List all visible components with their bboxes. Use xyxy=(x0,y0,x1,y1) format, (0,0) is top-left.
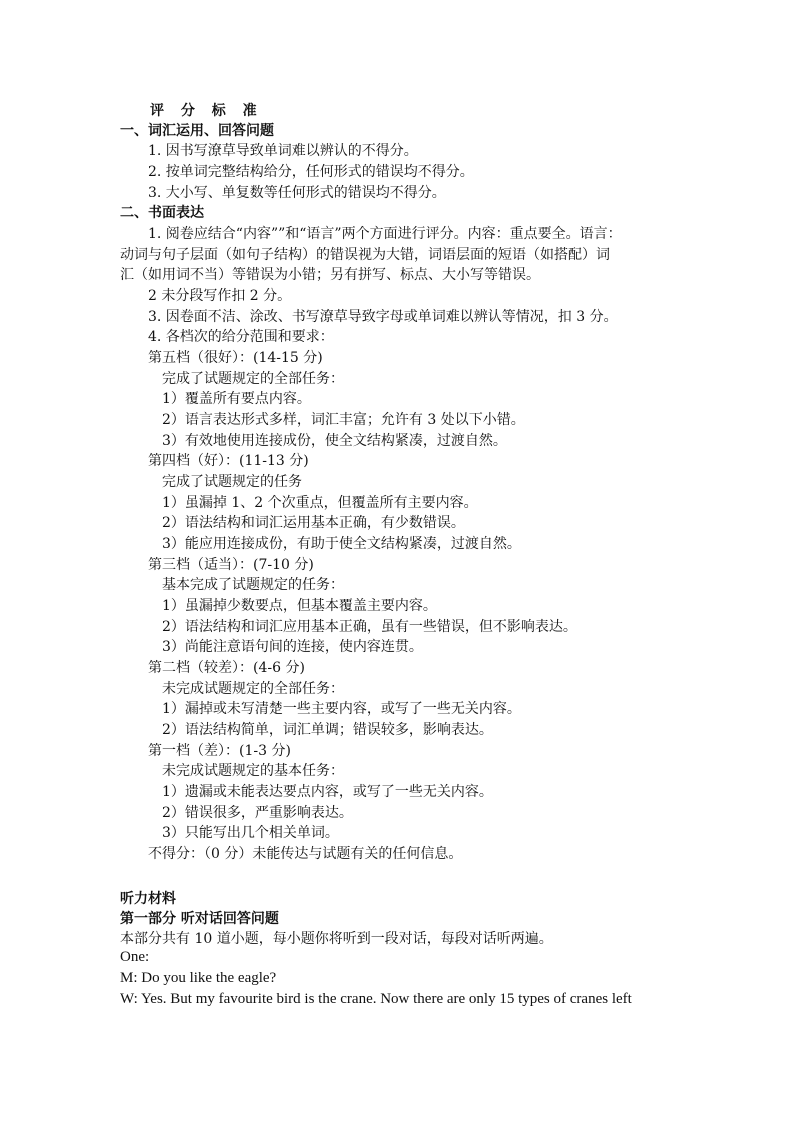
level2-item-2: 2）语法结构简单，词汇单调；错误较多，影响表达。 xyxy=(162,722,493,738)
s1-rule-2: 2. 按单词完整结构给分，任何形式的错误均不得分。 xyxy=(148,164,474,180)
level3-label: 第三档（适当）：(7-10 分) xyxy=(148,557,314,573)
level2-requirement: 未完成试题规定的全部任务： xyxy=(162,681,344,697)
level4-item-2: 2）语法结构和词汇运用基本正确，有少数错误。 xyxy=(162,515,465,531)
dialogue-one-label: One: xyxy=(120,949,150,965)
level1-label: 第一档（差）：(1-3 分) xyxy=(148,743,291,759)
s2-para1-line1: 1. 阅卷应结合“内容””和“语言”两个方面进行评分。内容：重点要全。语言： xyxy=(148,226,622,242)
level1-requirement: 未完成试题规定的基本任务： xyxy=(162,763,344,779)
level3-requirement: 基本完成了试题规定的任务： xyxy=(162,577,344,593)
s2-para3: 3. 因卷面不洁、涂改、书写潦草导致字母或单词难以辨认等情况，扣 3 分。 xyxy=(148,309,618,325)
level4-requirement: 完成了试题规定的任务 xyxy=(162,474,302,490)
s2-para2: 2 未分段写作扣 2 分。 xyxy=(148,288,292,304)
level1-item-3: 3）只能写出几个相关单词。 xyxy=(162,825,339,841)
level3-item-3: 3）尚能注意语句间的连接，使内容连贯。 xyxy=(162,639,423,655)
level5-item-1: 1）覆盖所有要点内容。 xyxy=(162,391,311,407)
level2-item-1: 1）漏掉或未写清楚一些主要内容，或写了一些无关内容。 xyxy=(162,701,521,717)
s2-para1-line2: 动词与句子层面（如句子结构）的错误视为大错，词语层面的短语（如搭配）词 xyxy=(120,247,610,263)
level1-item-2: 2）错误很多，严重影响表达。 xyxy=(162,805,353,821)
part1-intro: 本部分共有 10 道小题，每小题你将听到一段对话，每段对话听两遍。 xyxy=(120,931,553,947)
grading-title: 评 分 标 准 xyxy=(150,103,263,119)
s1-rule-1: 1. 因书写潦草导致单词难以辨认的不得分。 xyxy=(148,143,418,159)
level1-item-1: 1）遗漏或未能表达要点内容，或写了一些无关内容。 xyxy=(162,784,493,800)
level5-item-2: 2）语言表达形式多样，词汇丰富；允许有 3 处以下小错。 xyxy=(162,412,525,428)
level5-requirement: 完成了试题规定的全部任务： xyxy=(162,371,344,387)
level2-label: 第二档（较差）：(4-6 分) xyxy=(148,660,305,676)
level4-item-3: 3）能应用连接成份，有助于使全文结构紧凑，过渡自然。 xyxy=(162,536,521,552)
level4-label: 第四档（好）：(11-13 分) xyxy=(148,453,309,469)
level4-item-1: 1）虽漏掉 1、2 个次重点，但覆盖所有主要内容。 xyxy=(162,495,478,511)
dialogue-one-w: W: Yes. But my favourite bird is the crane. Now there are only 15 types of cranes left xyxy=(120,991,632,1007)
s2-para1-line3: 汇（如用词不当）等错误为小错；另有拼写、标点、大小写等错误。 xyxy=(120,267,540,283)
level5-item-3: 3）有效地使用连接成份，使全文结构紧凑，过渡自然。 xyxy=(162,433,507,449)
section2-heading: 二、书面表达 xyxy=(120,205,204,221)
level3-item-1: 1）虽漏掉少数要点，但基本覆盖主要内容。 xyxy=(162,598,437,614)
level3-item-2: 2）语法结构和词汇应用基本正确，虽有一些错误，但不影响表达。 xyxy=(162,619,577,635)
section1-heading: 一、词汇运用、回答问题 xyxy=(120,123,274,139)
part1-heading: 第一部分 听对话回答问题 xyxy=(120,911,279,927)
zero-score-rule: 不得分：（0 分）未能传达与试题有关的任何信息。 xyxy=(148,846,463,862)
s1-rule-3: 3. 大小写、单复数等任何形式的错误均不得分。 xyxy=(148,185,446,201)
dialogue-one-m: M: Do you like the eagle? xyxy=(120,970,277,986)
listening-title: 听力材料 xyxy=(120,891,176,907)
level5-label: 第五档（很好）：(14-15 分) xyxy=(148,350,323,366)
s2-para4: 4. 各档次的给分范围和要求： xyxy=(148,329,334,345)
